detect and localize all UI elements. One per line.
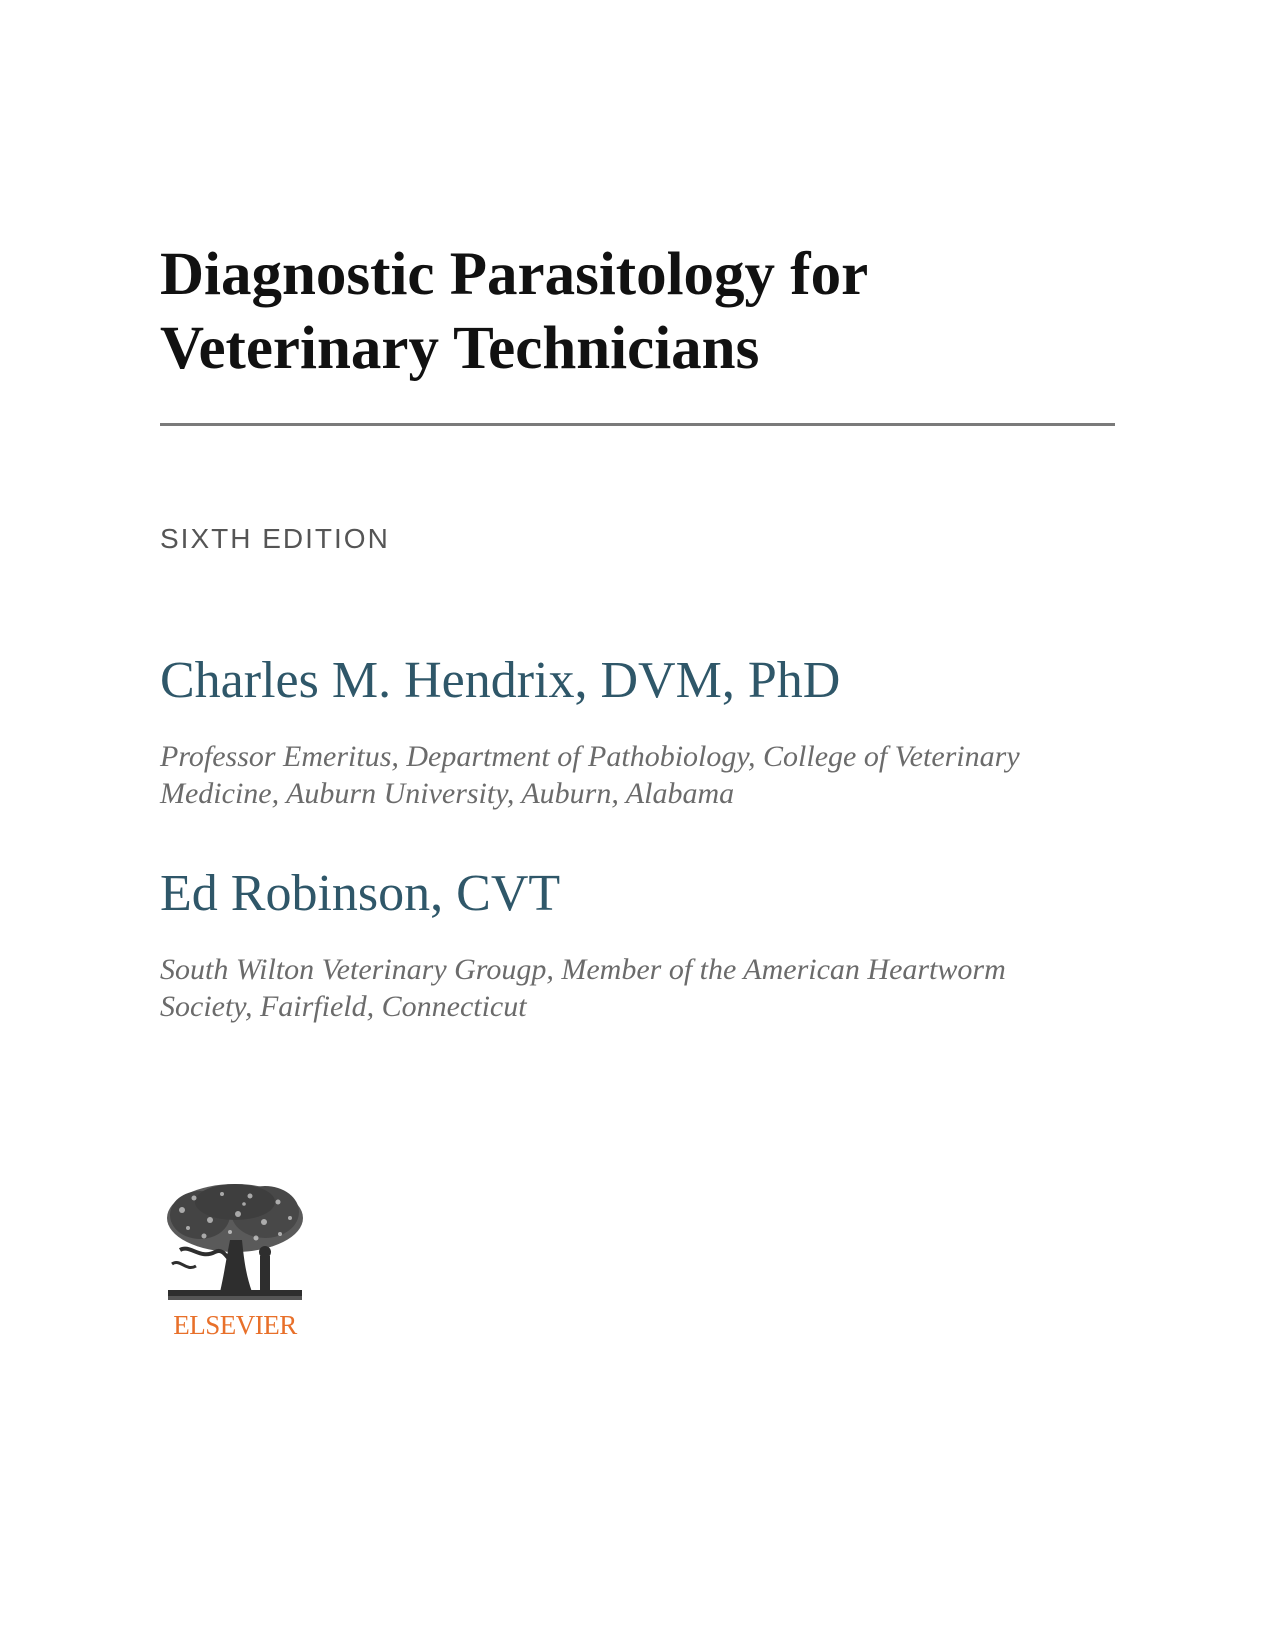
publisher-logo (160, 1180, 310, 1340)
author-name-1: Charles M. Hendrix, DVM, PhD (160, 652, 841, 709)
edition-label: SIXTH EDITION (160, 523, 390, 554)
elsevier-tree-icon (160, 1180, 310, 1310)
publisher-name: ELSEVIER (173, 1310, 297, 1340)
book-title-line-2: Veterinary Technicians (160, 315, 760, 382)
title-divider (160, 423, 1115, 426)
author-affiliation-2-line-2: Society, Fairfield, Connecticut (160, 990, 527, 1023)
book-title-line-1: Diagnostic Parasitology for (160, 241, 869, 308)
author-affiliation-2 (160, 951, 1120, 1025)
author-affiliation-2-line-1: South Wilton Veterinary Grougp, Member of the American Heartworm (160, 953, 1006, 986)
author-affiliation-1 (160, 738, 1120, 812)
author-affiliation-1-line-2: Medicine, Auburn University, Auburn, Alabama (160, 777, 735, 810)
book-title (160, 238, 1115, 386)
author-name-2: Ed Robinson, CVT (160, 865, 561, 922)
author-affiliation-1-line-1: Professor Emeritus, Department of Pathobiology, College of Veterinary (160, 740, 1020, 773)
